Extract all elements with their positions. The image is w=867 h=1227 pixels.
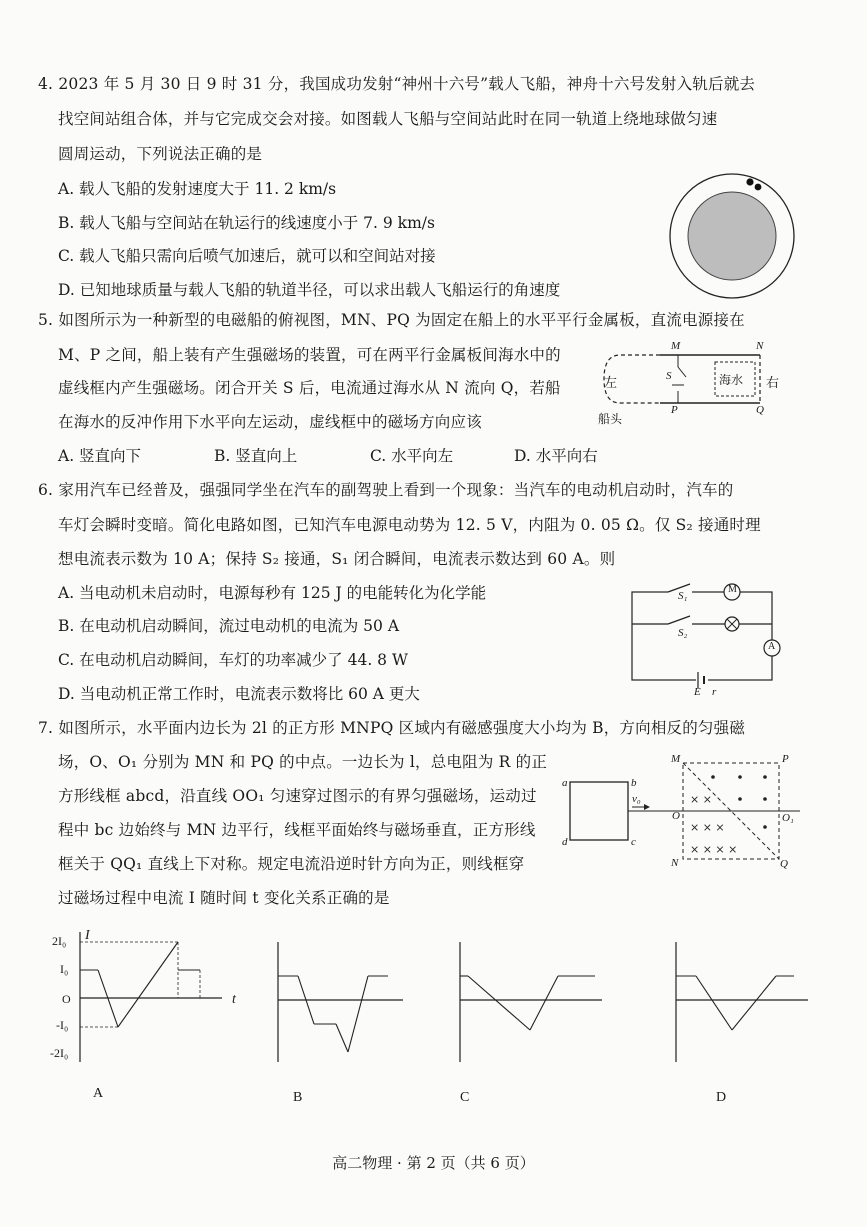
- q5-label-s: S: [666, 370, 672, 382]
- q7-choice-d: D: [716, 1090, 727, 1105]
- q7-graph-a-neg-i0: -I₀: [56, 1018, 69, 1032]
- q7-line-2: 场，O、O₁ 分别为 MN 和 PQ 的中点。一边长为 l，总电阻为 R 的正: [58, 753, 548, 771]
- q5-label-right: 右: [766, 375, 780, 390]
- q6-option-c: C. 在电动机启动瞬间，车灯的功率减少了 44. 8 W: [58, 651, 408, 669]
- q7-line-6: 过磁场过程中电流 I 随时间 t 变化关系正确的是: [58, 889, 390, 907]
- q5-label-left: 左: [604, 375, 618, 390]
- svg-text:× × × ×: × × × ×: [690, 843, 738, 856]
- q7-graph-a-i-axis: I: [85, 928, 90, 943]
- page-footer: 高二物理 · 第 2 页（共 6 页）: [332, 1154, 535, 1172]
- q4-line-1: 4. 2023 年 5 月 30 日 9 时 31 分，我国成功发射“神州十六号”载人飞船，神舟十六号发射入轨后就去: [38, 75, 756, 93]
- q7-line-5: 框关于 QQ₁ 直线上下对称。规定电流沿逆时针方向为正，则线框穿: [58, 855, 525, 873]
- q4-option-b: B. 载人飞船与空间站在轨运行的线速度小于 7. 9 km/s: [58, 214, 435, 232]
- q7-label-p: P: [782, 753, 789, 765]
- q6-label-r: r: [712, 686, 717, 698]
- q7-label-q: Q: [780, 858, 788, 870]
- q6-label-s2: S₂: [678, 627, 688, 639]
- q6-option-d: D. 当电动机正常工作时，电流表示数将比 60 A 更大: [58, 685, 420, 703]
- q7-choice-b: B: [293, 1090, 303, 1105]
- q5-option-a: A. 竖直向下: [58, 447, 142, 465]
- q7-graph-a-neg-2i0: -2I₀: [50, 1046, 69, 1060]
- q6-line-1: 6. 家用汽车已经普及，强强同学坐在汽车的副驾驶上看到一个现象：当汽车的电动机启动时，汽车的: [38, 481, 734, 499]
- q4-option-a: A. 载人飞船的发射速度大于 11. 2 km/s: [58, 180, 337, 198]
- q6-label-emf: E: [694, 686, 701, 698]
- q7-graph-a-t-axis: t: [232, 992, 236, 1007]
- q7-choice-a: A: [93, 1086, 104, 1101]
- q7-label-d: d: [562, 836, 568, 848]
- q7-line-1: 7. 如图所示，水平面内边长为 2l 的正方形 MNPQ 区域内有磁感强度大小均为 B，方向相反的匀强磁: [38, 719, 746, 737]
- q4-option-d: D. 已知地球质量与载人飞船的轨道半径，可以求出载人飞船运行的角速度: [58, 281, 561, 299]
- q7-graph-d: [676, 942, 816, 1062]
- q7-label-b: b: [631, 777, 637, 789]
- q6-line-3: 想电流表示数为 10 A；保持 S₂ 接通，S₁ 闭合瞬间，电流表示数达到 60 A。则: [58, 550, 616, 568]
- q6-option-a: A. 当电动机未启动时，电源每秒有 125 J 的电能转化为化学能: [58, 584, 487, 602]
- q6-label-motor: M: [728, 584, 737, 595]
- q7-graph-a-i0: I₀: [60, 962, 69, 976]
- q4-line-3: 圆周运动，下列说法正确的是: [58, 145, 263, 163]
- q7-graph-c: [460, 942, 610, 1062]
- q7-label-a: a: [562, 777, 568, 789]
- q5-line-4: 在海水的反冲作用下水平向左运动，虚线框中的磁场方向应该: [58, 413, 482, 431]
- q7-choice-c: C: [460, 1090, 470, 1105]
- q5-label-water: 海水: [719, 373, 744, 387]
- q5-label-q: Q: [756, 404, 764, 416]
- q5-label-m: M: [671, 340, 681, 352]
- q5-line-3: 虚线框内产生强磁场。闭合开关 S 后，电流通过海水从 N 流向 Q，若船: [58, 379, 561, 397]
- q5-label-p: P: [671, 404, 678, 416]
- q7-graph-a-2i0: 2I₀: [52, 934, 67, 948]
- q4-option-c: C. 载人飞船只需向后喷气加速后，就可以和空间站对接: [58, 247, 436, 265]
- q6-line-2: 车灯会瞬时变暗。简化电路如图，已知汽车电源电动势为 12. 5 V，内阻为 0. 05 Ω。仅 S₂ 接通时理: [58, 516, 761, 534]
- q6-label-s1: S₁: [678, 590, 688, 602]
- q7-graph-b: [278, 942, 408, 1062]
- q5-line-2: M、P 之间，船上装有产生强磁场的装置，可在两平行金属板间海水中的: [58, 346, 561, 364]
- q6-label-ammeter: A: [768, 641, 776, 652]
- q7-label-o: O: [672, 810, 680, 822]
- q7-label-m: M: [671, 753, 681, 765]
- q7-field-figure: [560, 755, 810, 875]
- q5-label-n: N: [756, 340, 764, 352]
- q5-option-c: C. 水平向左: [370, 447, 454, 465]
- q6-option-b: B. 在电动机启动瞬间，流过电动机的电流为 50 A: [58, 617, 400, 635]
- svg-text:× × ×: × × ×: [690, 821, 725, 834]
- q7-label-n: N: [671, 857, 679, 869]
- q4-orbit-figure: [668, 172, 798, 302]
- q4-line-2: 找空间站组合体，并与它完成交会对接。如图载人飞船与空间站此时在同一轨道上绕地球做匀速: [58, 110, 718, 128]
- q7-graph-a: [80, 932, 230, 1062]
- q5-line-1: 5. 如图所示为一种新型的电磁船的俯视图，MN、PQ 为固定在船上的水平平行金属板，直流电源接在: [38, 311, 745, 329]
- q7-label-v0: v₀: [632, 793, 641, 805]
- q7-line-3: 方形线框 abcd，沿直线 OO₁ 匀速穿过图示的有界匀强磁场，运动过: [58, 787, 537, 805]
- q5-label-bow: 船头: [598, 412, 623, 426]
- q7-graph-a-origin: O: [62, 992, 71, 1006]
- q7-label-c: c: [631, 836, 636, 848]
- svg-text:× ×: × ×: [690, 793, 712, 806]
- q5-option-d: D. 水平向右: [514, 447, 598, 465]
- q5-option-b: B. 竖直向上: [214, 447, 298, 465]
- q7-label-o1: O₁: [782, 812, 794, 824]
- q7-line-4: 程中 bc 边始终与 MN 边平行，线框平面始终与磁场垂直，正方形线: [58, 821, 536, 839]
